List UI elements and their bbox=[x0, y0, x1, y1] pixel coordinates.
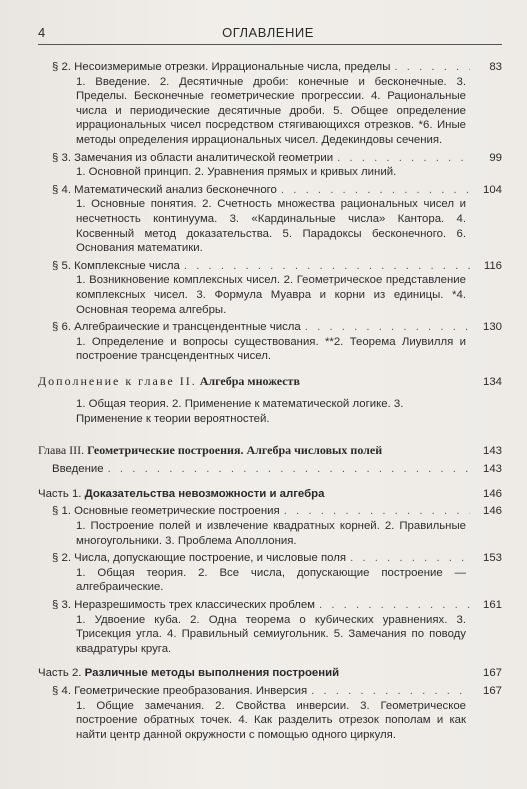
page-header bbox=[38, 25, 498, 41]
toc-entry-title: § 3. Замечания из области аналитической геометрии bbox=[52, 151, 334, 164]
toc-entry-desc: 1. Построение полей и извлечение квадратных корней. 2. Правильные многоугольники. 3. Проблема Аполлония. bbox=[76, 520, 466, 547]
toc-entry-title: § 2. Числа, допускающие построение, и числовые поля bbox=[52, 552, 347, 565]
addendum-desc: 1. Общая теория. 2. Применение к математической логике. 3. Применение к теории вероятностей. bbox=[76, 398, 404, 426]
toc-entry bbox=[38, 684, 502, 742]
leader-dots bbox=[284, 504, 470, 519]
part-page: 146 bbox=[482, 487, 502, 500]
toc-part-heading bbox=[38, 487, 502, 502]
toc-entry-desc: 1. Определение и вопросы существования. **2. Теорема Лиувилля и построение трансцендентных чисел. bbox=[76, 335, 466, 363]
part-title: Доказательства невозможности и алгебра bbox=[84, 487, 325, 500]
leader-dots bbox=[108, 462, 470, 477]
part-title: Различные методы выполнения построений bbox=[84, 667, 340, 680]
toc-entry-title: § 6. Алгебраические и трансцендентные числа bbox=[52, 321, 301, 334]
toc-entry bbox=[38, 320, 502, 364]
toc-entry bbox=[38, 504, 502, 548]
toc-entry-title: § 2. Несоизмеримые отрезки. Иррациональные числа, пределы bbox=[52, 61, 391, 73]
toc-entry-page: 99 bbox=[489, 151, 502, 164]
leader-dots bbox=[184, 259, 470, 274]
toc-entry-page: 167 bbox=[482, 684, 502, 697]
addendum-page: 134 bbox=[482, 375, 502, 388]
part-prefix: Часть 1. bbox=[38, 487, 82, 500]
chapter-prefix: Глава III. bbox=[38, 442, 85, 457]
leader-dots bbox=[311, 684, 470, 699]
part-prefix: Часть 2. bbox=[38, 667, 82, 680]
toc-entry-page: 104 bbox=[482, 183, 502, 196]
chapter-title: Геометрические построения. Алгебра числовых полей bbox=[87, 442, 383, 457]
toc-entry bbox=[38, 60, 502, 148]
toc-addendum bbox=[38, 374, 502, 427]
toc-entry-title: § 4. Математический анализ бесконечного bbox=[52, 183, 277, 196]
toc-entry-desc: 1. Удвоение куба. 2. Одна теорема о кубических уравнениях. 3. Трисекция угла. 4. Правильный семиугольник. 5. Замечания по поводу квадратуры круга. bbox=[76, 613, 466, 655]
toc-entry-desc: 1. Введение. 2. Десятичные дроби: конечные и бесконечные. 3. Пределы. Бесконечные геометрические прогрессии. 4. Рациональные числа и периодические десятичные дроби. 5. Общее определение иррациональных чисел посредством стягивающихся отрезков. *6. Иные методы определения иррациональных чисел. Дедекиндовы сечения. bbox=[76, 75, 466, 146]
toc-entry-desc: 1. Основные понятия. 2. Счетность множества рациональных чисел и несчетность континуума. 3. «Кардинальные числа» Кантора. 4. Косвенный метод доказательства. 5. Парадоксы бесконечного. 6. Основания математики. bbox=[76, 198, 466, 255]
toc-entry-desc: 1. Основной принцип. 2. Уравнения прямых и кривых линий. bbox=[76, 166, 397, 179]
leader-dots bbox=[281, 183, 470, 198]
toc-entry bbox=[38, 151, 502, 180]
toc-entry-page: 116 bbox=[483, 259, 502, 272]
toc-entry bbox=[38, 462, 502, 477]
leader-dots bbox=[394, 60, 470, 75]
toc-entry bbox=[38, 551, 502, 595]
leader-dots bbox=[319, 598, 470, 613]
toc-entry-desc: 1. Возникновение комплексных чисел. 2. Геометрическое представление комплексных чисел. 3. Формула Муавра и корни из единицы. *4. Основная теорема алгебры. bbox=[76, 274, 466, 316]
chapter-page: 143 bbox=[482, 444, 502, 457]
toc-entry-page: 153 bbox=[482, 552, 502, 565]
toc-entry bbox=[38, 259, 502, 317]
toc-entry-title: § 5. Комплексные числа bbox=[52, 259, 180, 272]
toc-entry-title: § 3. Неразрешимость трех классических проблем bbox=[52, 599, 316, 611]
addendum-prefix: Дополнение к главе II. bbox=[38, 373, 197, 388]
toc-part-heading bbox=[38, 666, 502, 681]
leader-dots bbox=[305, 320, 470, 335]
toc-content bbox=[38, 60, 502, 745]
toc-entry-page: 143 bbox=[482, 463, 502, 476]
toc-entry-title: § 4. Геометрические преобразования. Инверсия bbox=[52, 684, 308, 697]
header-rule bbox=[38, 44, 502, 45]
addendum-title: Алгебра множеств bbox=[199, 373, 300, 388]
toc-entry-title: § 1. Основные геометрические построения bbox=[52, 505, 280, 518]
leader-dots bbox=[350, 551, 470, 566]
toc-entry bbox=[38, 598, 502, 656]
leader-dots bbox=[337, 151, 470, 166]
toc-entry-page: 161 bbox=[482, 599, 502, 611]
page-number: 4 bbox=[38, 25, 46, 40]
toc-entry-title: Введение bbox=[52, 463, 104, 476]
toc-entry-desc: 1. Общие замечания. 2. Свойства инверсии. 3. Геометрическое построение обратных точек. 4. Как разделить отрезок пополам и как найти центр данной окружности с помощью одного циркуля. bbox=[76, 699, 466, 741]
toc-entry-page: 146 bbox=[482, 505, 502, 518]
toc-entry-desc: 1. Общая теория. 2. Все числа, допускающие построение — алгебраические. bbox=[76, 566, 466, 594]
page-title: ОГЛАВЛЕНИЕ bbox=[222, 25, 314, 40]
toc-entry bbox=[38, 183, 502, 256]
part-page: 167 bbox=[482, 667, 502, 680]
toc-entry-page: 130 bbox=[482, 321, 502, 334]
toc-entry-page: 83 bbox=[489, 61, 502, 73]
toc-chapter bbox=[38, 443, 502, 459]
